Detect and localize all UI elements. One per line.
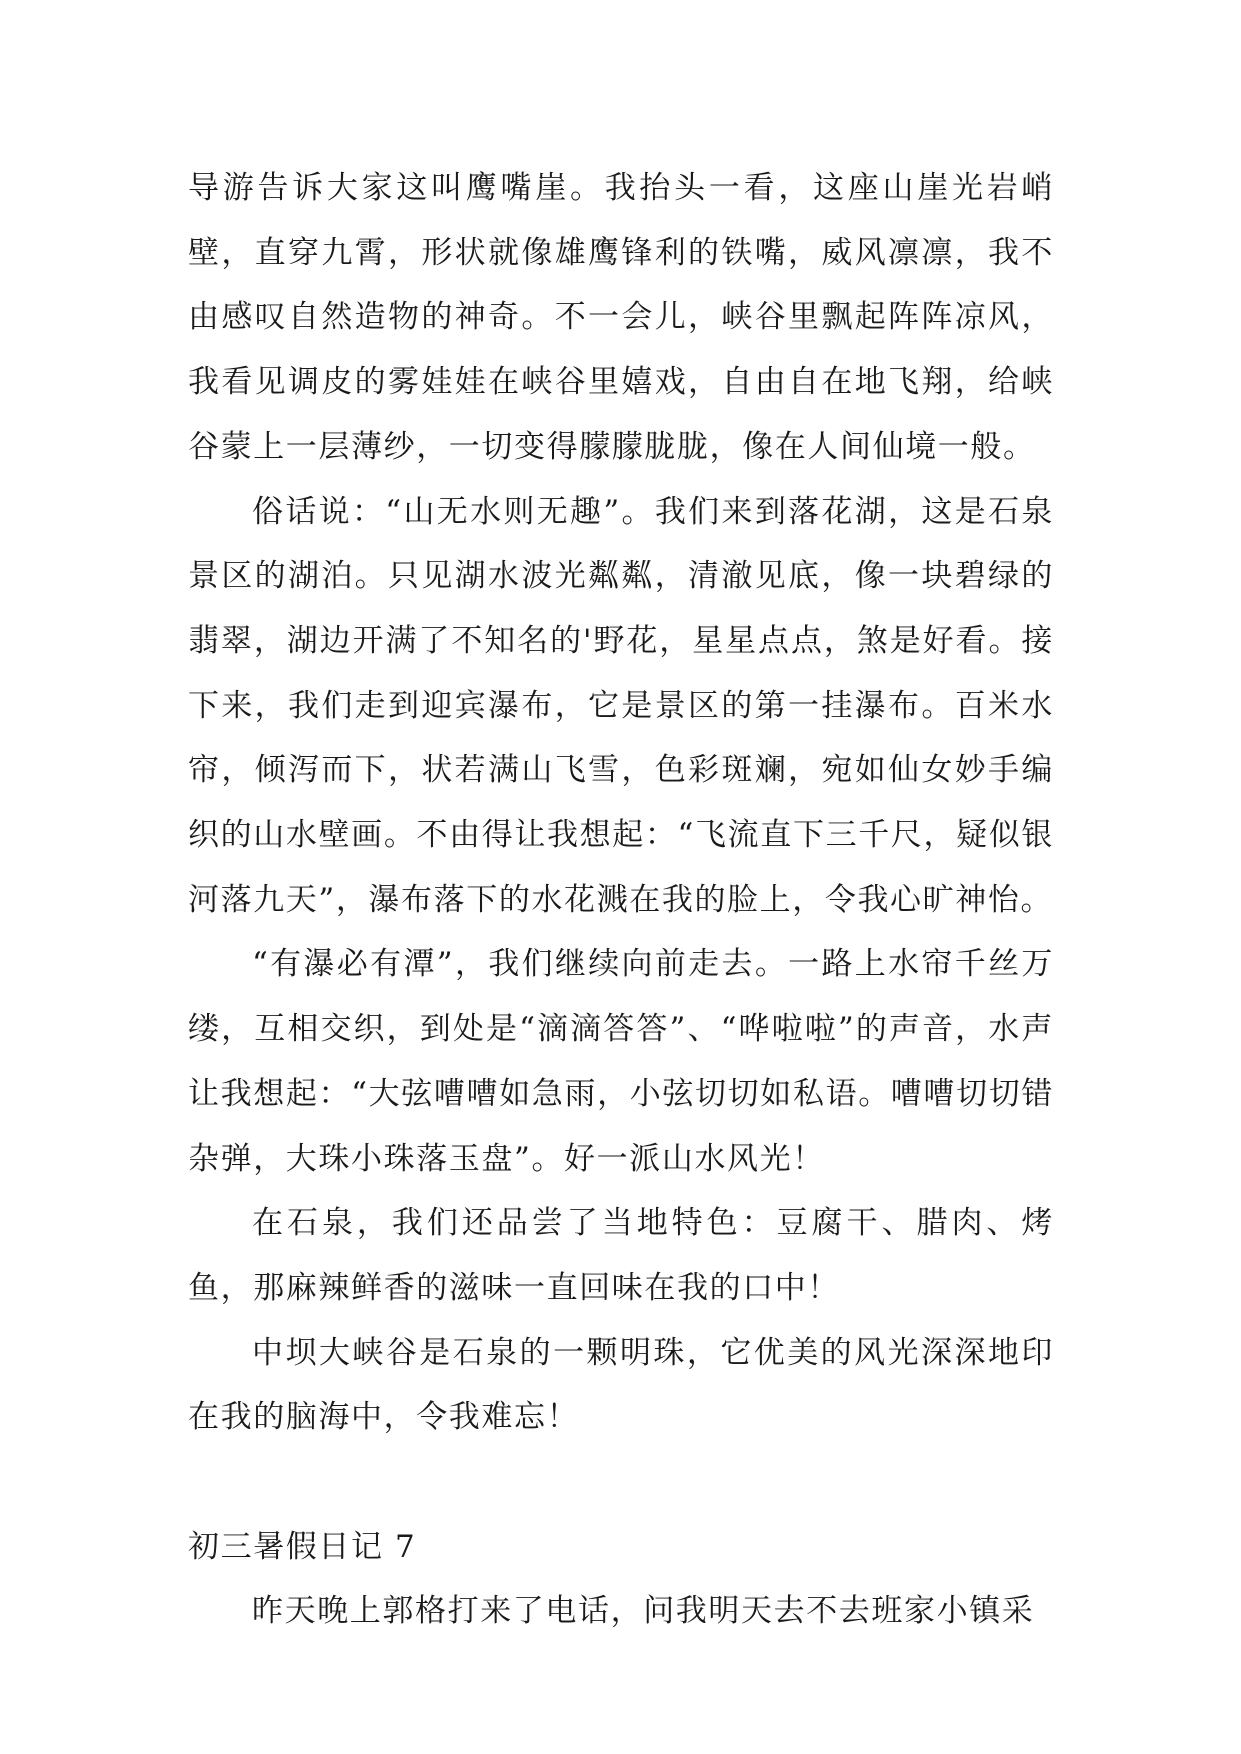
paragraph-luohua-lake: 俗话说：“山无水则无趣”。我们来到落花湖，这是石泉景区的湖泊。只见湖水波光粼粼，清澈见底，像一块碧绿的翡翠，湖边开满了不知名的'野花，星星点点，煞是好看。接下来，我们走到迎宾瀑布，它是景区的第一挂瀑布。百米水帘，倾泻而下，状若满山飞雪，色彩斑斓，宛如仙女妙手编织的山水壁画。不由得让我想起：“飞流直下三千尺，疑似银河落九天”，瀑布落下的水花溅在我的脸上，令我心旷神怡。 (188, 493, 1054, 918)
paragraph-local-food: 在石泉，我们还品尝了当地特色：豆腐干、腊肉、烤鱼，那麻辣鲜香的滋味一直回味在我的口中！ (188, 1205, 1054, 1306)
entry-heading: 初三暑假日记 7 (188, 1528, 417, 1565)
paragraph-conclusion: 中坝大峡谷是石泉的一颗明珠，它优美的风光深深地印在我的脑海中，令我难忘！ (188, 1334, 1054, 1436)
paragraph-waterfall-pool: “有瀑必有潭”，我们继续向前走去。一路上水帘千丝万缕，互相交织，到处是“滴滴答答”、“哗啦啦”的声音，水声让我想起：“大弦嘈嘈如急雨，小弦切切如私语。嘈嘈切切错杂弹，大珠小珠落玉盘”。好一派山水风光！ (188, 946, 1054, 1177)
document-body (188, 156, 1054, 1644)
paragraph-next-entry-start: 昨天晚上郭格打来了电话，问我明天去不去班家小镇采 (252, 1593, 1035, 1630)
section-gap (188, 1450, 1054, 1515)
paragraph-eagle-beak-cliff: 导游告诉大家这叫鹰嘴崖。我抬头一看，这座山崖光岩峭壁，直穿九霄，形状就像雄鹰锋利的铁嘴，威风凛凛，我不由感叹自然造物的神奇。不一会儿，峡谷里飘起阵阵凉风，我看见调皮的雾娃娃在峡谷里嬉戏，自由自在地飞翔，给峡谷蒙上一层薄纱，一切变得朦朦胧胧，像在人间仙境一般。 (188, 170, 1054, 465)
